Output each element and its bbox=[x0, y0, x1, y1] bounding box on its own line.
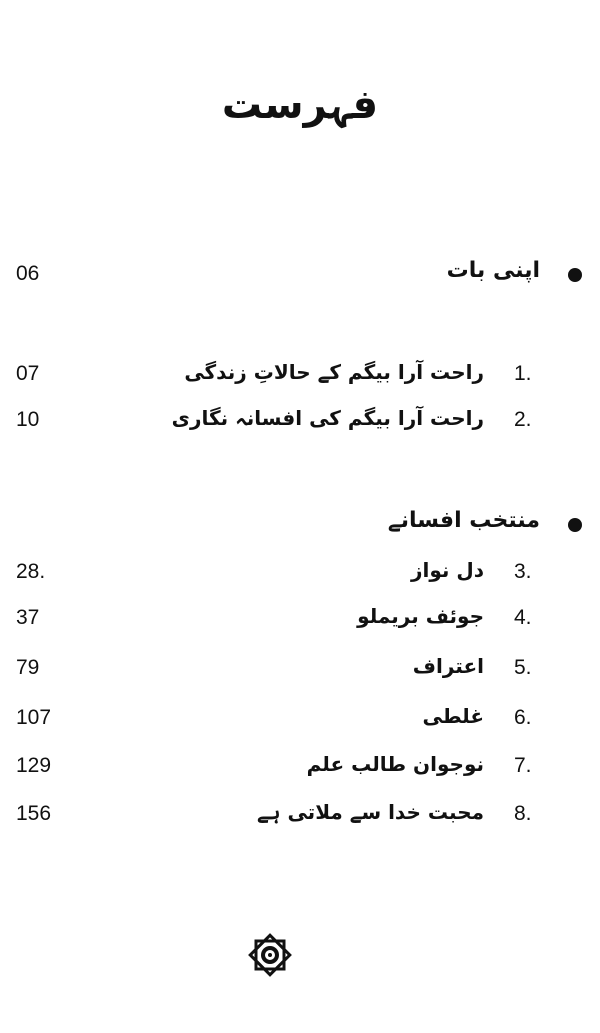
entry-title: راحت آرا بیگم کی افسانہ نگاری bbox=[171, 406, 484, 430]
toc-entry[interactable] bbox=[16, 602, 544, 636]
entry-title: نوجوان طالب علم bbox=[306, 752, 484, 776]
entry-title: اعتراف bbox=[412, 654, 484, 678]
toc-entry[interactable] bbox=[16, 702, 544, 736]
entry-page: 79 bbox=[16, 656, 40, 679]
toc-entry[interactable] bbox=[16, 798, 544, 832]
entry-number: 8. bbox=[514, 802, 532, 825]
entry-title: جوئف بریملو bbox=[357, 604, 484, 628]
section-heading-1 bbox=[22, 258, 582, 298]
toc-entry[interactable] bbox=[16, 652, 544, 686]
section-title: اپنی بات bbox=[446, 258, 540, 283]
entry-number: 2. bbox=[514, 408, 532, 431]
entry-page: 37 bbox=[16, 606, 40, 629]
toc-entry[interactable] bbox=[16, 358, 544, 392]
entry-page: 28. bbox=[16, 560, 46, 583]
entry-page: 10 bbox=[16, 408, 40, 431]
entry-title: غلطی bbox=[422, 704, 484, 728]
section-heading-2 bbox=[22, 508, 582, 548]
toc-entry[interactable] bbox=[16, 556, 544, 590]
entry-number: 6. bbox=[514, 706, 532, 729]
entry-page: 107 bbox=[16, 706, 52, 729]
eight-point-star-ornament-icon bbox=[247, 932, 293, 978]
entry-title: دل نواز bbox=[411, 558, 484, 582]
entry-title: محبت خدا سے ملاتی ہے bbox=[257, 800, 484, 824]
section-page-number: 06 bbox=[16, 262, 40, 285]
entry-number: 4. bbox=[514, 606, 532, 629]
entry-title: راحت آرا بیگم کے حالاتِ زندگی bbox=[184, 360, 484, 384]
toc-entry[interactable] bbox=[16, 750, 544, 784]
section-title: منتخب افسانے bbox=[387, 508, 540, 533]
bullet-icon bbox=[568, 268, 582, 282]
toc-entry[interactable] bbox=[16, 404, 544, 438]
entry-page: 07 bbox=[16, 362, 40, 385]
entry-number: 7. bbox=[514, 754, 532, 777]
entry-number: 5. bbox=[514, 656, 532, 679]
bullet-icon bbox=[568, 518, 582, 532]
entry-page: 156 bbox=[16, 802, 52, 825]
entry-page: 129 bbox=[16, 754, 52, 777]
entry-number: 1. bbox=[514, 362, 532, 385]
page-title: فہرست bbox=[221, 82, 379, 128]
entry-number: 3. bbox=[514, 560, 532, 583]
